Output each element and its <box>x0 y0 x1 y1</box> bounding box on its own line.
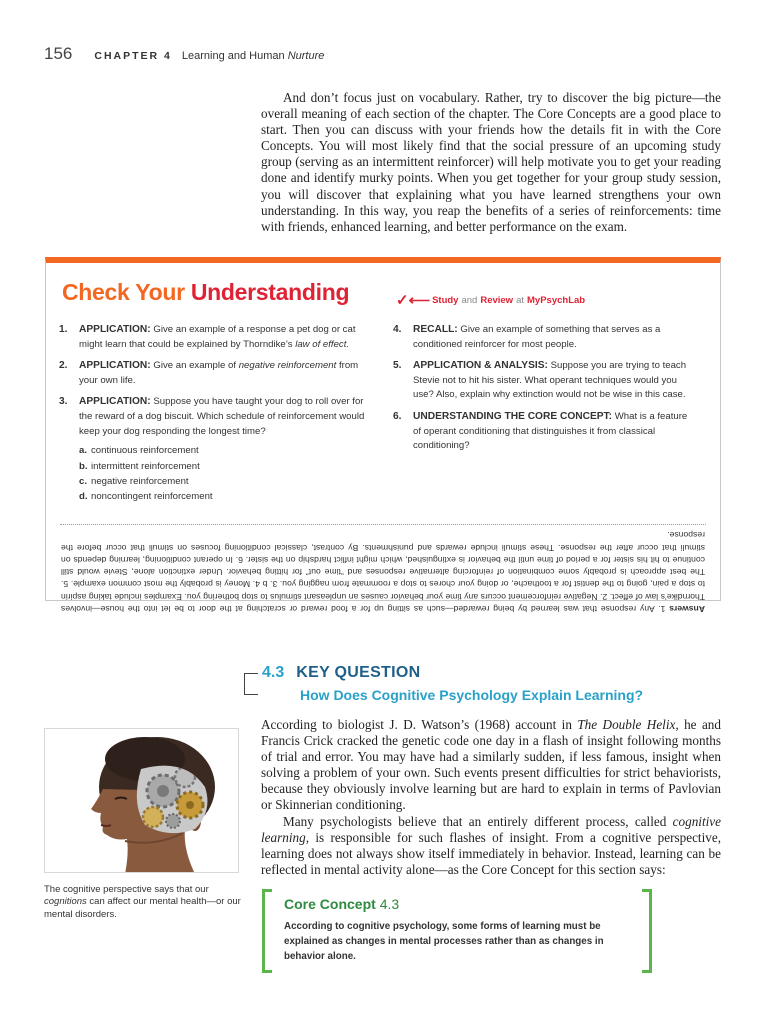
questions-left-column <box>59 323 369 512</box>
core-concept-box <box>262 889 652 973</box>
questions-right-column <box>393 323 693 461</box>
question-item: 4. RECALL: Give an example of something that serves as a conditioned reinforcer for most people. <box>393 324 661 350</box>
page-number: 156 <box>44 44 73 63</box>
option-item: c. negative reinforcement <box>79 475 189 487</box>
answers-divider <box>60 524 706 525</box>
check-understanding-title: Check Your Understanding <box>62 279 350 305</box>
chapter-label: CHAPTER 4 <box>94 50 172 62</box>
check-understanding-box <box>45 257 721 615</box>
cognitive-head-illustration <box>44 728 239 873</box>
intro-text <box>261 90 721 235</box>
body-text <box>261 717 721 878</box>
head-with-gears-image <box>45 729 239 873</box>
core-concept-text: According to cognitive psychology, some forms of learning must be explained as changes in mental processes rather than as changes in behavior alone. <box>284 921 604 963</box>
upside-down-answers: Answers 1. Any response that was learned by being rewarded—such as sitting up for a food reward or scratching at the door to be let into the house—involves Thorndike’s law of effect. 2. Negative reinforcement occurs any time your behavior causes an unpleasant stimulus to stop bothering you. Examples include taking aspirin to stop a pain, going to the dentist for a toothache, or doing your chores to stop a roommate from nagging you. 3. b 4. Money is probably the most common example. 5. The best approach is probably some combination of reinforcing alternative responses and “time out” for hitting behavior. Under extinction alone, Stevie would still continue to hit his sister for a period of time until the behavior is extinguished, which might inflict hardship on the sister. 6. In operant conditioning, learning depends on stimuli that occur after the response. These stimuli include rewards and punishments. By contrast, classical conditioning focuses on stimuli that occur before the response. <box>61 530 705 615</box>
chapter-title: Learning and Human Nurture <box>181 50 325 62</box>
option-item: b. intermittent reinforcement <box>79 460 200 472</box>
core-concept-bracket-left <box>262 889 272 973</box>
mypsychlab-link[interactable]: ✓⟵ Study and Review at MyPsychLab <box>396 292 586 309</box>
key-question-number: 4.3 <box>262 664 285 681</box>
key-question-bracket <box>244 673 258 695</box>
question-item: 1. APPLICATION: Give an example of a response a pet dog or cat might learn that could be explained by Thorndike’s law of effect. <box>59 324 356 350</box>
figure-caption: The cognitive perspective says that our cognitions can affect our mental health—or our mental disorders. <box>44 884 241 920</box>
core-concept-title: Core Concept 4.3 <box>284 896 400 912</box>
core-concept-bracket-right <box>642 889 652 973</box>
key-question-label: KEY QUESTION <box>296 664 421 681</box>
checkmark-arrow-icon: ✓⟵ <box>396 292 431 309</box>
question-item: 6. UNDERSTANDING THE CORE CONCEPT: What is a feature of operant conditioning that distinguishes it from classical conditioning? <box>393 410 688 452</box>
key-question-text: How Does Cognitive Psychology Explain Learning? <box>300 687 644 703</box>
option-item: d. noncontingent reinforcement <box>79 491 213 503</box>
question-item: 3. APPLICATION: Suppose you have taught your dog to roll over for the reward of a dog biscuit. Which schedule of reinforcement would keep your dog responding the longest time? a. continuous reinforcement b. intermittent reinforcement c. negative reinforcement d. noncontingent reinforcement <box>59 395 369 504</box>
key-question-heading <box>262 664 420 682</box>
page-header <box>44 44 324 64</box>
option-item: a. continuous reinforcement <box>79 445 199 457</box>
body-paragraph: According to biologist J. D. Watson’s (1968) account in The Double Helix, he and Francis Crick cracked the genetic code one day in a flash of insight following months of trial and error. You may have had a similarly sudden, if less famous, insight when solving a problem of your own. Such events present difficulties for strict behaviorists, because they obviously involve learning but are hard to explain in terms of Pavlovian or Skinnerian conditioning. <box>261 717 721 813</box>
question-item: 5. APPLICATION & ANALYSIS: Suppose you are trying to teach Stevie not to hit his sister. What operant techniques would you use? Also, explain why extinction would not be wise in this case. <box>393 360 687 401</box>
question-item: 2. APPLICATION: Give an example of negative reinforcement from your own life. <box>59 360 359 386</box>
answer-options <box>79 443 369 505</box>
body-paragraph: Many psychologists believe that an entirely different process, called cognitive learning, is responsible for such flashes of insight. From a cognitive perspective, learning does not always show itself immediately in behavior. Instead, learning can be reflected in mental activity alone—as the Core Concept for this section says: <box>261 813 721 877</box>
intro-paragraph: And don’t focus just on vocabulary. Rather, try to discover the big picture—the overall meaning of each section of the chapter. The Core Concepts are a good place to start. Then you can discuss with your friends how the details fit in with the Core Concepts. You will most likely find that the social pressure of an upcoming study group (serving as an intermittent reinforcer) will help motivate you to get your reading done and identify murky points. When you get together for your group study session, you will discover that explaining what you have learned strengthens your own understanding. In this way, you reap the benefits of a series of reinforcements: time with friends, enhanced learning, and better performance on the exam. <box>261 90 721 234</box>
